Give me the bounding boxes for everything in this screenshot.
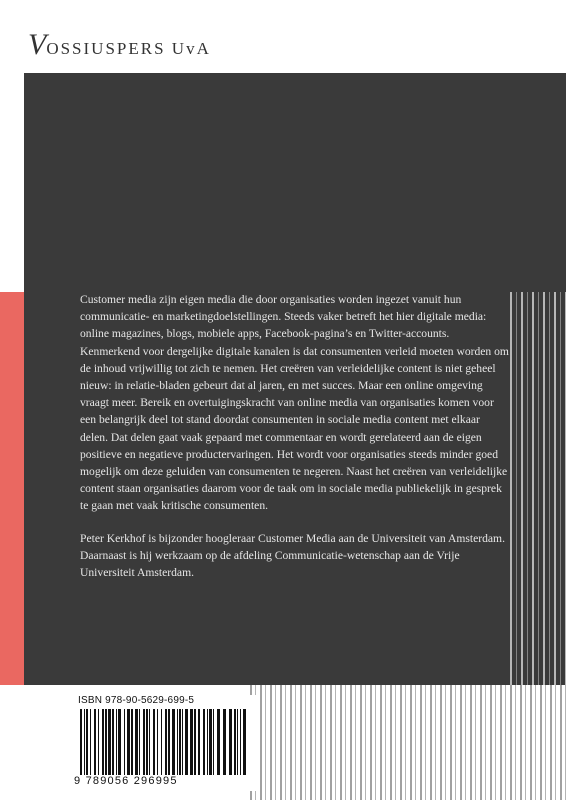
barcode-box bbox=[74, 695, 256, 791]
bottom-pattern bbox=[250, 685, 566, 800]
right-pattern bbox=[510, 292, 566, 685]
isbn-label: ISBN 978-90-5629-699-5 bbox=[78, 695, 195, 706]
publisher-initial: V bbox=[28, 28, 47, 61]
publisher-logo bbox=[28, 28, 211, 62]
blurb bbox=[80, 291, 510, 581]
red-accent-strip bbox=[0, 292, 24, 685]
blurb-paragraph-author: Peter Kerkhof is bijzonder hoogleraar Customer Media aan de Universiteit van Amsterdam. Daarnaast is hij werkzaam op de afdeling Communicatie-wetenschap aan de Vrije Universiteit Amsterdam. bbox=[80, 531, 505, 580]
blurb-paragraph-main: Customer media zijn eigen media die door organisaties worden ingezet vanuit hun communicatie- en marketingdoelstellingen. Steeds vaker betreft het hier digitale media: online magazines, blogs, mobiele apps, Facebook-pagina’s en Twitter-accounts. Kenmerkend voor dergelijke digitale kanalen is dat consumenten verleid moeten worden om de inhoud vrijwillig tot zich te nemen. Het creëren van verleidelijke content is niet geheel nieuw: in relatie-bladen gebeurt dat al jaren, en met succes. Maar een online omgeving vraagt meer. Bereik en overtuigingskracht van online media van organisaties komen voor een belangrijk deel tot stand doordat consumenten in sociale media content met elkaar delen. Dat delen gaat vaak gepaard met commentaar en wordt gerelateerd aan de eigen positieve en negatieve productervaringen. Het wordt voor organisaties steeds minder goed mogelijk om deze geluiden van consumenten te negeren. Naast het creëren van verleidelijke content staan organisaties daarom voor de taak om in sociale media publiekelijk in gesprek te gaan met vaak kritische consumenten. bbox=[80, 293, 509, 513]
barcode-graphic bbox=[76, 709, 252, 775]
publisher-name: OSSIUSPERS UvA bbox=[46, 39, 211, 58]
barcode-digits: 9 789056 296995 bbox=[74, 775, 178, 787]
